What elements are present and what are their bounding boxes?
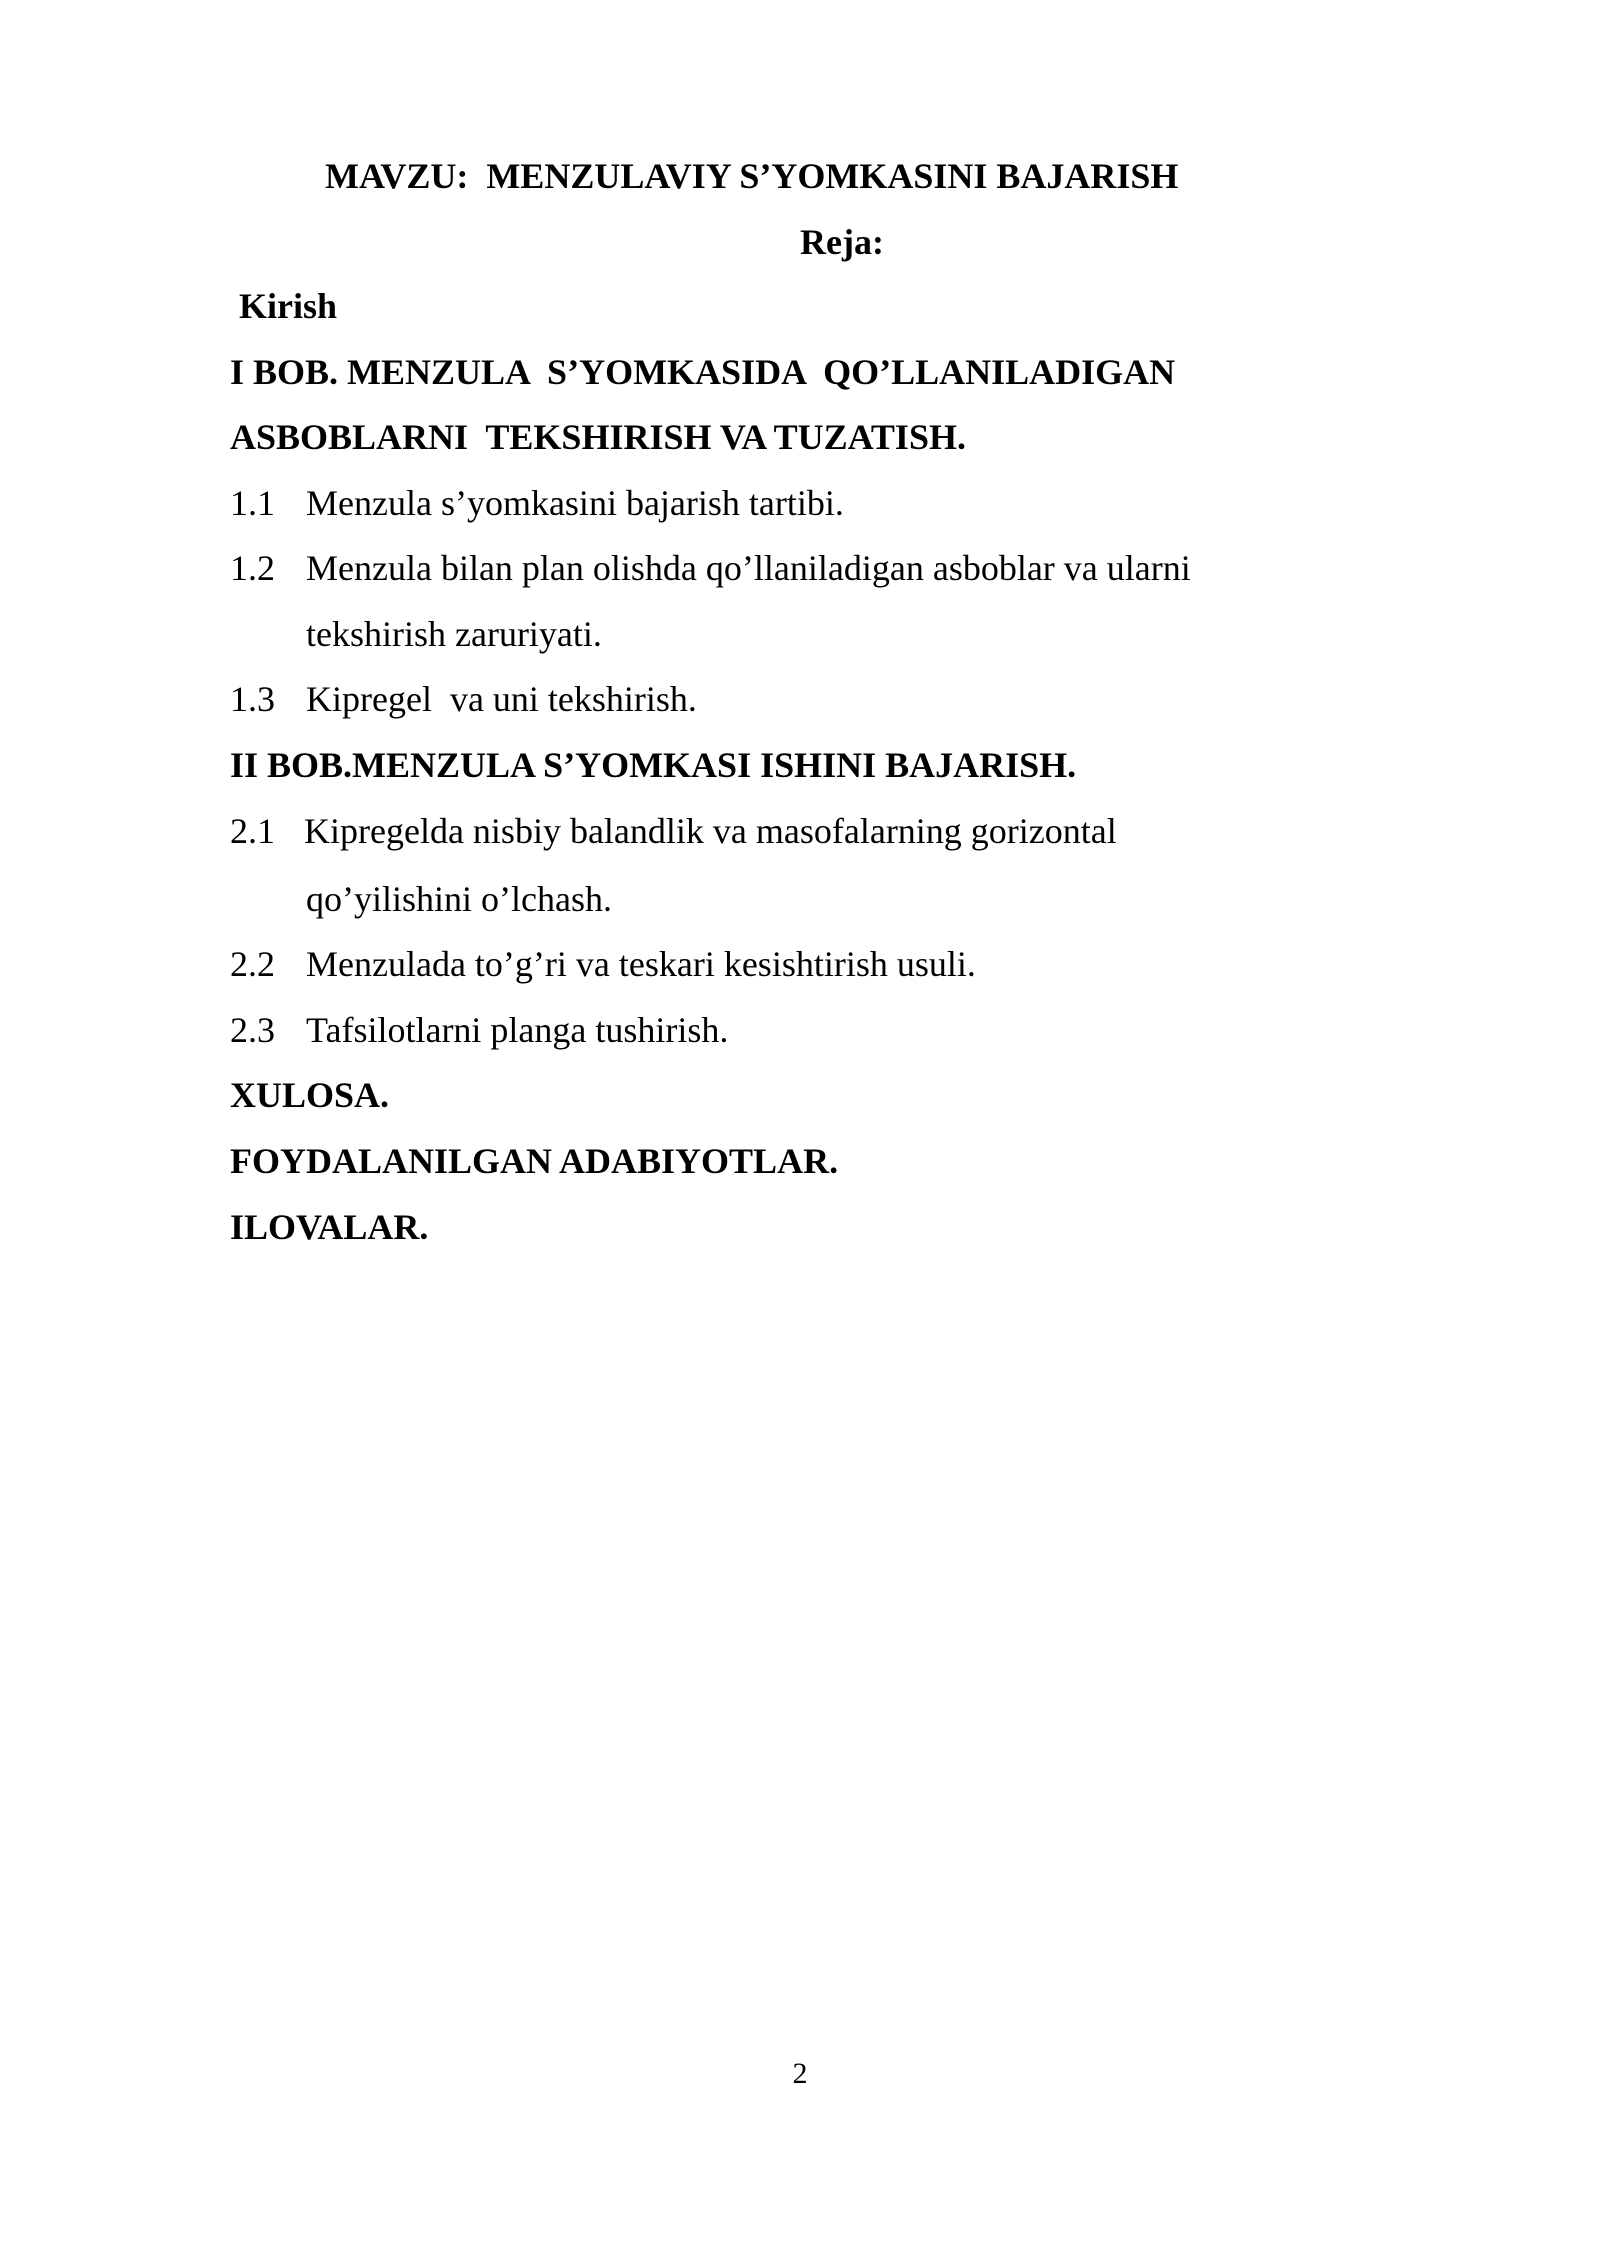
references-heading: FOYDALANILGAN ADABIYOTLAR. (230, 1141, 839, 1181)
chapter1-title-line1: I BOB. MENZULA S’YOMKASIDA QO’LLANILADIGAN (230, 352, 1176, 392)
appendices-heading: ILOVALAR. (230, 1207, 429, 1247)
item-2-2-number: 2.2 (230, 944, 275, 984)
item-2-3-text: Tafsilotlarni planga tushirish. (306, 1010, 729, 1050)
item-2-1-text-continued: qo’yilishini o’lchash. (306, 879, 612, 919)
plan-label: Reja: (800, 222, 884, 262)
item-1-2-text: Menzula bilan plan olishda qo’llaniladigan asboblar va ularni (306, 548, 1191, 588)
item-1-1-text: Menzula s’yomkasini bajarish tartibi. (306, 483, 844, 523)
item-1-3-text: Kipregel va uni tekshirish. (306, 679, 697, 719)
item-2-3-number: 2.3 (230, 1010, 275, 1050)
item-1-2-text-continued: tekshirish zaruriyati. (306, 614, 602, 654)
topic-heading: MAVZU: MENZULAVIY S’YOMKASINI BAJARISH (325, 156, 1179, 196)
chapter2-title: II BOB.MENZULA S’YOMKASI ISHINI BAJARISH. (230, 745, 1077, 785)
page-number: 2 (792, 2057, 808, 2090)
item-1-2-number: 1.2 (230, 548, 275, 588)
chapter1-title-line2: ASBOBLARNI TEKSHIRISH VA TUZATISH. (230, 417, 966, 457)
intro-item: Kirish (239, 286, 338, 326)
item-2-1-text: Kipregelda nisbiy balandlik va masofalarning gorizontal (304, 811, 1117, 851)
conclusion-heading: XULOSA. (230, 1075, 390, 1115)
item-2-2-text: Menzulada to’g’ri va teskari kesishtirish usuli. (306, 944, 976, 984)
item-2-1-number: 2.1 (230, 811, 275, 851)
item-1-3-number: 1.3 (230, 679, 275, 719)
item-1-1-number: 1.1 (230, 483, 275, 523)
